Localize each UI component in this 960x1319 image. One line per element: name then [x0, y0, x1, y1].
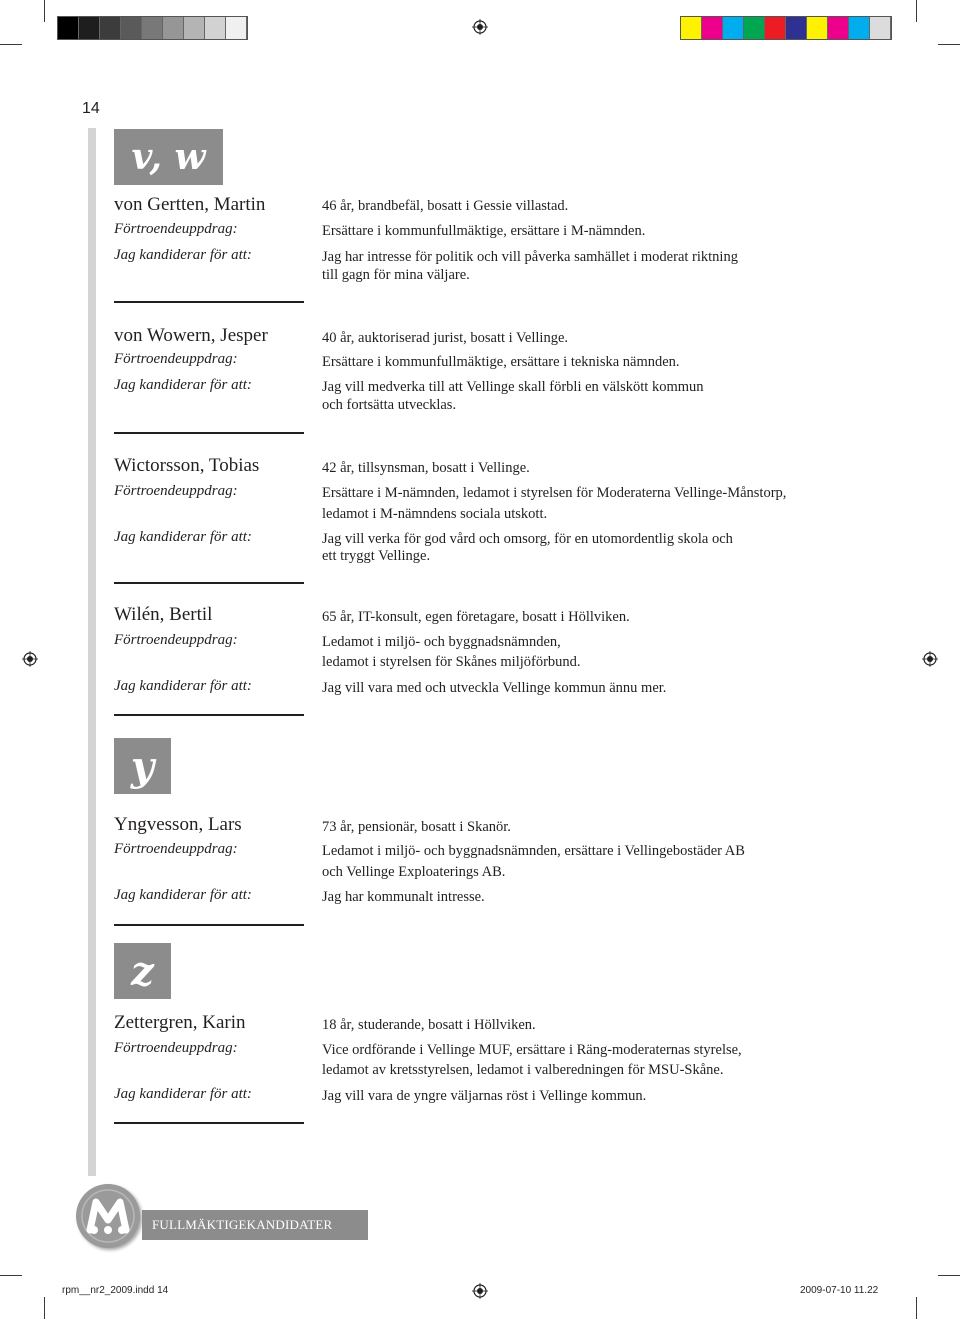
candidate-info: 42 år, tillsynsman, bosatt i Vellinge. — [322, 460, 530, 476]
candidate-name: von Wowern, Jesper — [114, 325, 268, 346]
section-letter-y: y — [114, 738, 171, 794]
cmyk-color-bar — [680, 16, 892, 40]
color-swatch — [100, 17, 121, 39]
page-number: 14 — [82, 100, 100, 117]
candidate-name: Yngvesson, Lars — [114, 814, 242, 835]
label-fortroendeuppdrag: Förtroendeuppdrag: — [114, 483, 238, 499]
registration-mark-icon — [922, 651, 938, 667]
candidate-kandiderar: Jag vill verka för god vård och omsorg, för en utomordentlig skola och — [322, 531, 733, 547]
label-kandiderar: Jag kandiderar för att: — [114, 1086, 252, 1102]
candidate-kandiderar: Jag vill vara de yngre väljarnas röst i Vellinge kommun. — [322, 1088, 647, 1104]
separator — [114, 714, 304, 716]
candidate-kandiderar: ett tryggt Vellinge. — [322, 548, 431, 564]
color-swatch — [786, 17, 807, 39]
crop-mark — [0, 1275, 22, 1276]
candidate-info: 40 år, auktoriserad jurist, bosatt i Vellinge. — [322, 330, 569, 346]
color-swatch — [765, 17, 786, 39]
color-swatch — [870, 17, 891, 39]
candidate-kandiderar: Jag har kommunalt intresse. — [322, 889, 485, 905]
m-logo-icon — [76, 1184, 140, 1248]
candidate-uppdrag: Ersättare i kommunfullmäktige, ersättare i M-nämnden. — [322, 223, 646, 239]
candidate-uppdrag: Ersättare i kommunfullmäktige, ersättare i tekniska nämnden. — [322, 354, 680, 370]
candidate-info: 18 år, studerande, bosatt i Höllviken. — [322, 1017, 536, 1033]
candidate-uppdrag: Ersättare i M-nämnden, ledamot i styrelsen för Moderaterna Vellinge-Månstorp, — [322, 485, 787, 501]
label-kandiderar: Jag kandiderar för att: — [114, 377, 252, 393]
registration-mark-icon — [472, 19, 488, 35]
candidate-uppdrag: och Vellinge Exploaterings AB. — [322, 864, 506, 880]
slug-filename: rpm__nr2_2009.indd 14 — [62, 1285, 169, 1296]
crop-mark — [938, 1275, 960, 1276]
grayscale-color-bar — [57, 16, 248, 40]
candidate-uppdrag: Ledamot i miljö- och byggnadsnämnden, ersättare i Vellingebostäder AB — [322, 843, 745, 859]
color-swatch — [681, 17, 702, 39]
color-swatch — [702, 17, 723, 39]
candidate-info: 73 år, pensionär, bosatt i Skanör. — [322, 819, 511, 835]
color-swatch — [849, 17, 870, 39]
crop-mark — [916, 0, 917, 22]
footer-banner: FULLMÄKTIGEKANDIDATER — [142, 1210, 368, 1240]
candidate-name: von Gertten, Martin — [114, 194, 266, 215]
label-fortroendeuppdrag: Förtroendeuppdrag: — [114, 1040, 238, 1056]
separator — [114, 301, 304, 303]
separator — [114, 1122, 304, 1124]
label-fortroendeuppdrag: Förtroendeuppdrag: — [114, 351, 238, 367]
color-swatch — [723, 17, 744, 39]
label-fortroendeuppdrag: Förtroendeuppdrag: — [114, 632, 238, 648]
color-swatch — [79, 17, 100, 39]
candidate-kandiderar: och fortsätta utvecklas. — [322, 397, 457, 413]
candidate-kandiderar: Jag vill vara med och utveckla Vellinge kommun ännu mer. — [322, 680, 667, 696]
registration-mark-icon — [22, 651, 38, 667]
candidate-uppdrag: ledamot i M-nämndens sociala utskott. — [322, 506, 548, 522]
candidate-info: 46 år, brandbefäl, bosatt i Gessie villastad. — [322, 198, 569, 214]
candidate-uppdrag: ledamot av kretsstyrelsen, ledamot i valberedningen för MSU-Skåne. — [322, 1062, 724, 1078]
color-swatch — [184, 17, 205, 39]
label-kandiderar: Jag kandiderar för att: — [114, 678, 252, 694]
color-swatch — [744, 17, 765, 39]
color-swatch — [142, 17, 163, 39]
candidate-uppdrag: Vice ordförande i Vellinge MUF, ersättare i Räng-moderaternas styrelse, — [322, 1042, 742, 1058]
color-swatch — [226, 17, 247, 39]
section-letter-z: z — [114, 943, 171, 999]
crop-mark — [938, 44, 960, 45]
separator — [114, 582, 304, 584]
color-swatch — [121, 17, 142, 39]
candidate-uppdrag: ledamot i styrelsen för Skånes miljöförbund. — [322, 654, 581, 670]
sidebar-bar — [88, 128, 96, 1176]
color-swatch — [205, 17, 226, 39]
separator — [114, 432, 304, 434]
candidate-uppdrag: Ledamot i miljö- och byggnadsnämnden, — [322, 634, 561, 650]
moderaterna-logo — [76, 1184, 140, 1248]
registration-mark-icon — [472, 1283, 488, 1299]
label-fortroendeuppdrag: Förtroendeuppdrag: — [114, 221, 238, 237]
label-kandiderar: Jag kandiderar för att: — [114, 247, 252, 263]
candidate-info: 65 år, IT-konsult, egen företagare, bosatt i Höllviken. — [322, 609, 630, 625]
candidate-kandiderar: Jag har intresse för politik och vill påverka samhället i moderat riktning — [322, 249, 738, 265]
label-kandiderar: Jag kandiderar för att: — [114, 529, 252, 545]
color-swatch — [828, 17, 849, 39]
crop-mark — [0, 44, 22, 45]
color-swatch — [163, 17, 184, 39]
candidate-kandiderar: Jag vill medverka till att Vellinge skall förbli en välskött kommun — [322, 379, 704, 395]
slug-timestamp: 2009-07-10 11.22 — [800, 1285, 879, 1296]
label-fortroendeuppdrag: Förtroendeuppdrag: — [114, 841, 238, 857]
label-kandiderar: Jag kandiderar för att: — [114, 887, 252, 903]
candidate-name: Wictorsson, Tobias — [114, 455, 260, 476]
crop-mark — [916, 1297, 917, 1319]
separator — [114, 924, 304, 926]
candidate-kandiderar: till gagn för mina väljare. — [322, 267, 470, 283]
candidate-name: Wilén, Bertil — [114, 604, 213, 625]
color-swatch — [807, 17, 828, 39]
section-letter-vw: v, w — [114, 129, 223, 185]
color-swatch — [58, 17, 79, 39]
crop-mark — [44, 1297, 45, 1319]
candidate-name: Zettergren, Karin — [114, 1012, 246, 1033]
crop-mark — [44, 0, 45, 22]
